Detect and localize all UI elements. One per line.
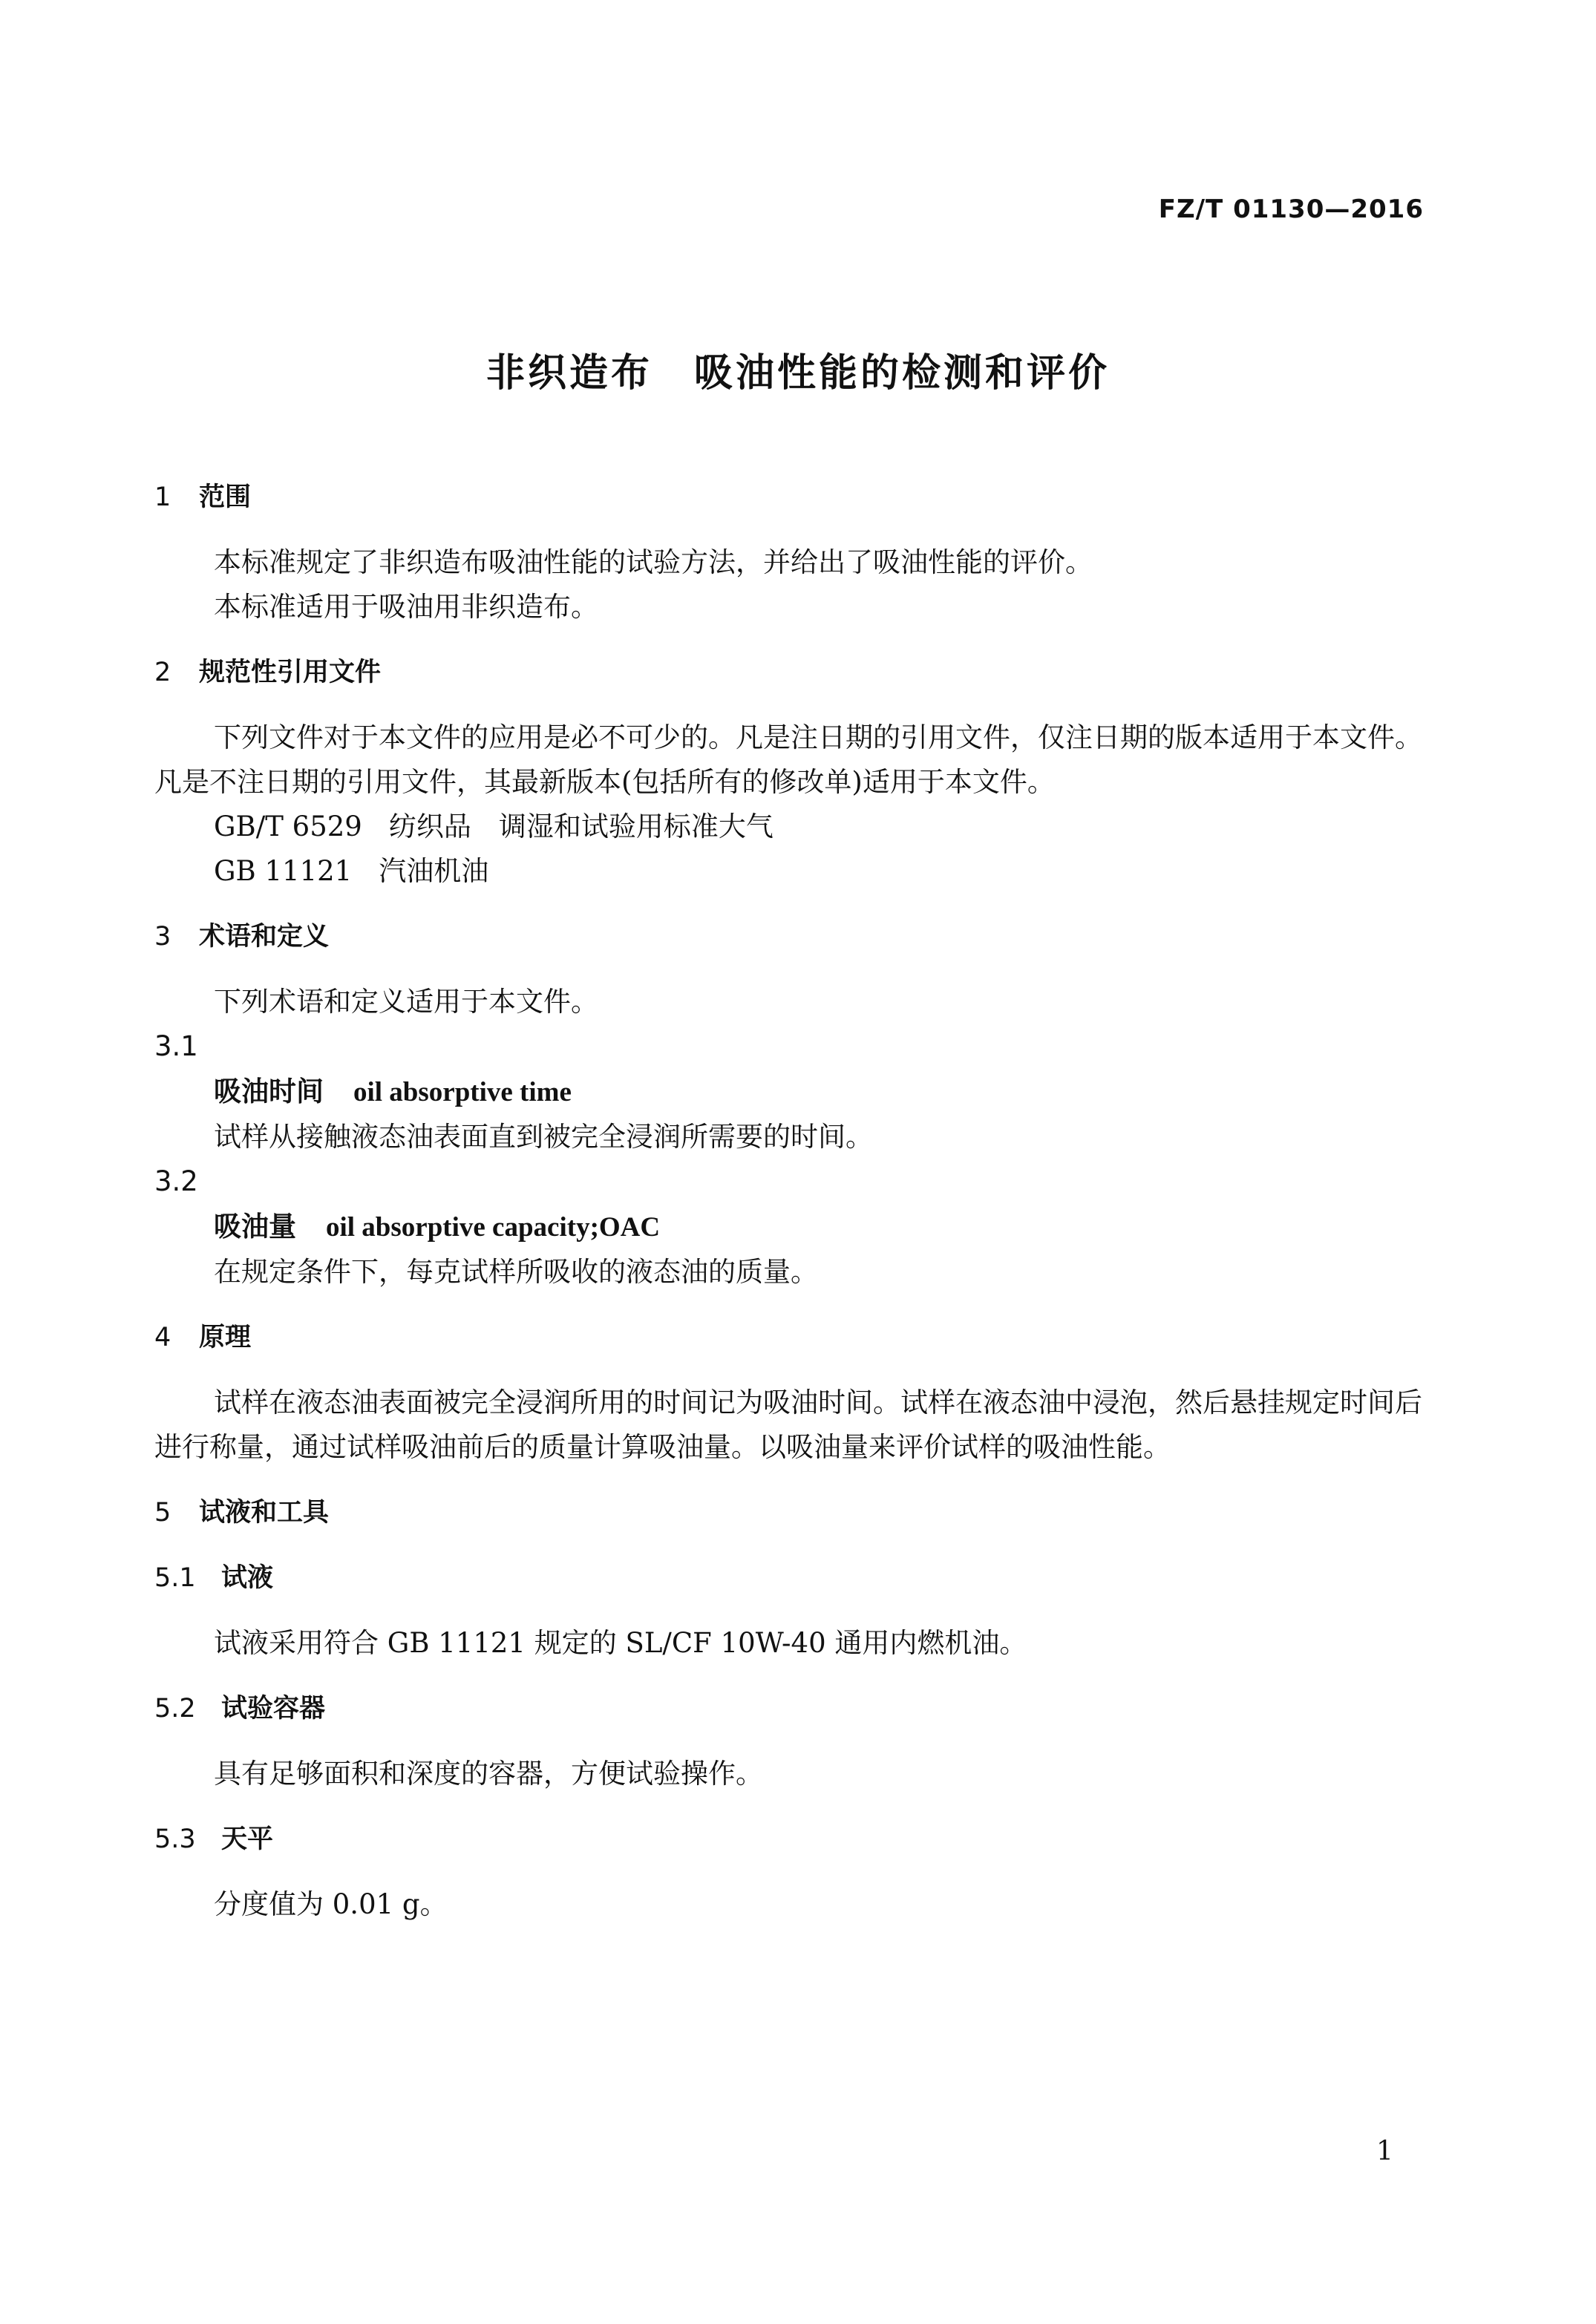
term-en: oil absorptive capacity;OAC — [326, 1212, 661, 1243]
paragraph: 分度值为 0.01 g。 — [214, 1888, 448, 1920]
reference-item — [154, 849, 1431, 894]
subsection-5-1-heading — [154, 1556, 1431, 1600]
paragraph: 下列文件对于本文件的应用是必不可少的。凡是注日期的引用文件，仅注日期的版本适用于本文件。凡是不注日期的引用文件，其最新版本(包括所有的修改单)适用于本文件。 — [154, 721, 1422, 798]
subsection-title: 天平 — [221, 1824, 274, 1854]
page-number: 1 — [1376, 2136, 1393, 2167]
section-number: 2 — [154, 658, 171, 687]
paragraph: 试样在液态油表面被完全浸润所用的时间记为吸油时间。试样在液态油中浸泡，然后悬挂规定时间后进行称量，通过试样吸油前后的质量计算吸油量。以吸油量来评价试样的吸油性能。 — [154, 1387, 1422, 1463]
term-name — [154, 1069, 1431, 1115]
section-number: 1 — [154, 482, 171, 512]
subsection-number: 5.3 — [154, 1824, 196, 1854]
subsection-title: 试液 — [221, 1563, 274, 1593]
subsection-number: 5.1 — [154, 1563, 196, 1593]
section-title: 试液和工具 — [199, 1498, 330, 1528]
subsection-title: 试验容器 — [221, 1694, 326, 1724]
term-definition: 在规定条件下，每克试样所吸收的液态油的质量。 — [214, 1256, 818, 1288]
term-zh: 吸油量 — [214, 1210, 296, 1243]
term-number: 3.2 — [154, 1165, 198, 1197]
term-zh: 吸油时间 — [214, 1075, 324, 1107]
paragraph: 本标准规定了非织造布吸油性能的试验方法，并给出了吸油性能的评价。 — [214, 546, 1093, 578]
section-number: 4 — [154, 1323, 171, 1352]
term-number: 3.1 — [154, 1030, 198, 1062]
section-number: 3 — [154, 922, 171, 952]
document-body — [154, 475, 1431, 1927]
paragraph: 具有足够面积和深度的容器，方便试验操作。 — [214, 1758, 763, 1790]
reference-title: 纺织品 调湿和试验用标准大气 — [388, 811, 774, 842]
reference-code: GB 11121 — [214, 855, 353, 887]
standard-number: FZ/T 01130—2016 — [1158, 194, 1424, 224]
subsection-number: 5.2 — [154, 1694, 196, 1724]
reference-code: GB/T 6529 — [214, 811, 362, 842]
paragraph: 下列术语和定义适用于本文件。 — [214, 986, 598, 1018]
reference-title: 汽油机油 — [379, 855, 489, 887]
section-number: 5 — [154, 1498, 171, 1528]
paragraph: 试液采用符合 GB 11121 规定的 SL/CF 10W-40 通用内燃机油。 — [214, 1627, 1027, 1659]
section-1-heading — [154, 475, 1431, 520]
section-3-heading — [154, 914, 1431, 959]
subsection-5-2-heading — [154, 1686, 1431, 1731]
term-name — [154, 1204, 1431, 1250]
document-title: 非织造布 吸油性能的检测和评价 — [485, 351, 1110, 396]
section-2-heading — [154, 650, 1431, 695]
paragraph: 本标准适用于吸油用非织造布。 — [214, 591, 598, 623]
section-4-heading — [154, 1315, 1431, 1360]
subsection-5-3-heading — [154, 1817, 1431, 1862]
term-definition: 试样从接触液态油表面直到被完全浸润所需要的时间。 — [214, 1121, 873, 1153]
section-title: 原理 — [199, 1323, 252, 1352]
section-title: 范围 — [199, 482, 252, 512]
section-title: 规范性引用文件 — [199, 658, 382, 687]
section-5-heading — [154, 1490, 1431, 1535]
section-title: 术语和定义 — [199, 922, 330, 952]
term-en: oil absorptive time — [353, 1077, 572, 1107]
reference-item — [154, 805, 1431, 849]
